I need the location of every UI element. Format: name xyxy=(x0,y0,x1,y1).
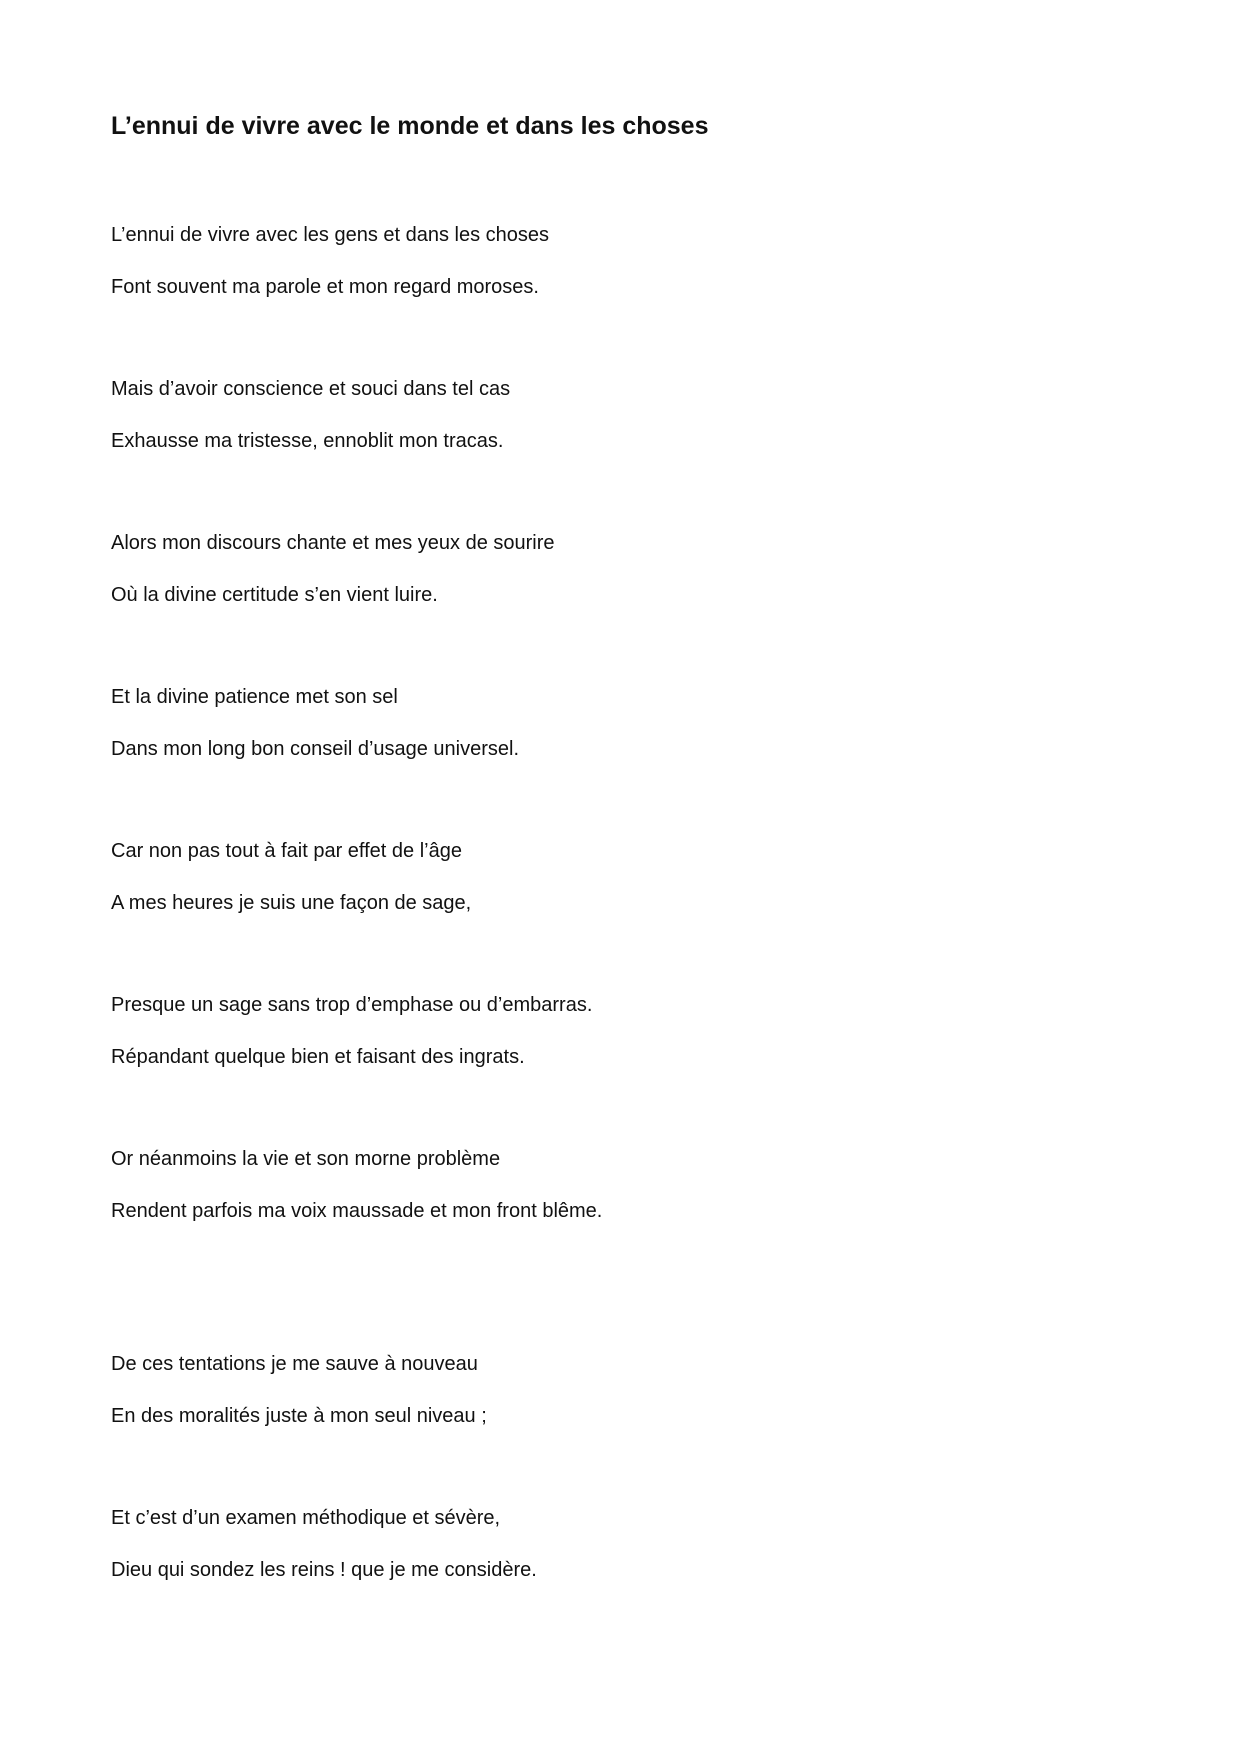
poem-line: Font souvent ma parole et mon regard moroses. xyxy=(111,276,539,298)
poem-line: Rendent parfois ma voix maussade et mon front blême. xyxy=(111,1200,603,1222)
poem-line: Exhausse ma tristesse, ennoblit mon tracas. xyxy=(111,430,504,452)
poem-line: Répandant quelque bien et faisant des ingrats. xyxy=(111,1046,525,1068)
poem-line: A mes heures je suis une façon de sage, xyxy=(111,892,472,914)
poem-line: Mais d’avoir conscience et souci dans tel cas xyxy=(111,378,511,400)
poem-line: Presque un sage sans trop d’emphase ou d’embarras. xyxy=(111,994,593,1016)
poem-line: En des moralités juste à mon seul niveau ; xyxy=(111,1405,487,1427)
poem-line: Alors mon discours chante et mes yeux de sourire xyxy=(111,532,555,554)
poem-line: Où la divine certitude s’en vient luire. xyxy=(111,584,438,606)
poem-line: De ces tentations je me sauve à nouveau xyxy=(111,1353,478,1375)
poem-line: L’ennui de vivre avec les gens et dans les choses xyxy=(111,224,550,246)
poem-line: Dans mon long bon conseil d’usage universel. xyxy=(111,738,520,760)
poem-line: Dieu qui sondez les reins ! que je me considère. xyxy=(111,1559,537,1581)
poem-line: Et la divine patience met son sel xyxy=(111,686,398,708)
page-title: L’ennui de vivre avec le monde et dans les choses xyxy=(111,112,709,140)
poem-line: Car non pas tout à fait par effet de l’âge xyxy=(111,840,462,862)
poem-line: Et c’est d’un examen méthodique et sévère, xyxy=(111,1507,501,1529)
poem-line: Or néanmoins la vie et son morne problème xyxy=(111,1148,501,1170)
